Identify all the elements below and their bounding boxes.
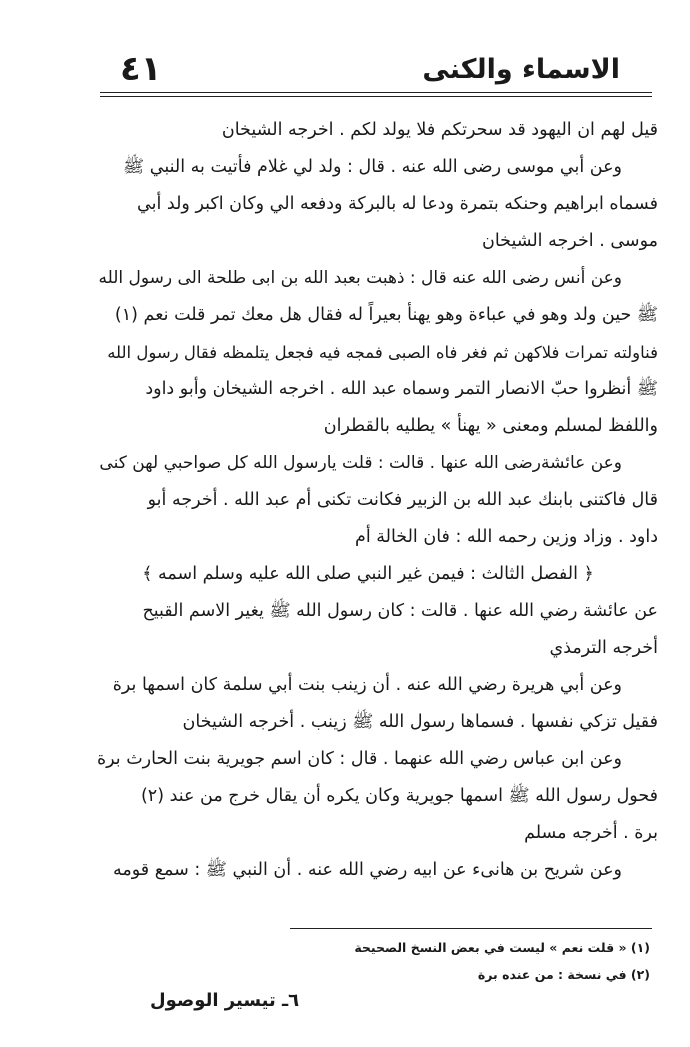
text-line: فقيل تزكي نفسها . فسماها رسول الله ﷺ زينب . أخرجه الشيخان [182, 712, 658, 732]
text-line: وعن شريح بن هانىء عن ابيه رضي الله عنه . أن النبي ﷺ : سمع قومه [112, 860, 622, 880]
text-line: برة . أخرجه مسلم [524, 823, 658, 843]
printer-signature: ٦ـ تيسير الوصول [150, 990, 300, 1011]
main-text [98, 112, 658, 889]
text-line: موسى . اخرجه الشيخان [481, 231, 658, 251]
text-line: وعن أبي موسى رضى الله عنه . قال : ولد لي غلام فأتيت به النبي ﷺ [123, 157, 622, 177]
text-line: وعن عائشةرضى الله عنها . قالت : قلت يارسول الله كل صواحبي لهن كنى [99, 453, 622, 473]
text-line: قال فاكتنى بابنك عبد الله بن الزبير فكانت تكنى أم عبد الله . أخرجه أبو [147, 490, 658, 510]
text-line: وعن ابن عباس رضي الله عنهما . قال : كان اسم جويرية بنت الحارث برة [96, 749, 622, 769]
text-line: وعن أنس رضى الله عنه قال : ذهبت بعبد الله بن ابى طلحة الى رسول الله [98, 268, 622, 288]
header-rule [100, 92, 652, 93]
text-line: داود . وزاد وزين رحمه الله : فان الخالة أم [355, 527, 658, 547]
text-line: ﷺ حين ولد وهو في عباءة وهو يهنأ بعيراً له فقال هل معك تمر قلت نعم (١) [114, 305, 658, 325]
footnote-rule [290, 928, 652, 929]
page-header-title: الاسماء والكنى [422, 54, 620, 85]
section-heading: ﴿ الفصل الثالث : فيمن غير النبي صلى الله عليه وسلم اسمه ﴾ [142, 564, 594, 584]
text-line: ﷺ أنظروا حبّ الانصار التمر وسماه عبد الله . اخرجه الشيخان وأبو داود [145, 379, 658, 399]
text-line: قيل لهم ان اليهود قد سحرتكم فلا يولد لكم . اخرجه الشيخان [221, 120, 658, 140]
footnotes [250, 934, 650, 988]
page-number: ٤١ [120, 49, 162, 89]
text-line: عن عائشة رضي الله عنها . قالت : كان رسول الله ﷺ يغير الاسم القبيح [142, 601, 658, 621]
text-line: فحول رسول الله ﷺ اسمها جويرية وكان يكره أن يقال خرج من عند (٢) [140, 786, 658, 806]
text-line: أخرجه الترمذي [549, 638, 658, 658]
text-line: فسماه ابراهيم وحنكه بتمرة ودعا له بالبركة ودفعه الي وكان اكبر ولد أبي [137, 194, 658, 214]
text-line: وعن أبي هريرة رضي الله عنه . أن زينب بنت أبي سلمة كان اسمها برة [112, 675, 622, 695]
header-rule-thin [100, 96, 652, 97]
text-line: واللفظ لمسلم ومعنى « يهنأ » يطليه بالقطران [323, 416, 658, 436]
footnote: (١) « قلت نعم » ليست في بعض النسخ الصحيحة [354, 940, 650, 955]
text-line: فناولته تمرات فلاكهن ثم فغر فاه الصبى فمجه فيه فجعل يتلمظه فقال رسول الله [107, 343, 658, 362]
footnote: (٢) في نسخة : من عنده برة [477, 967, 650, 982]
